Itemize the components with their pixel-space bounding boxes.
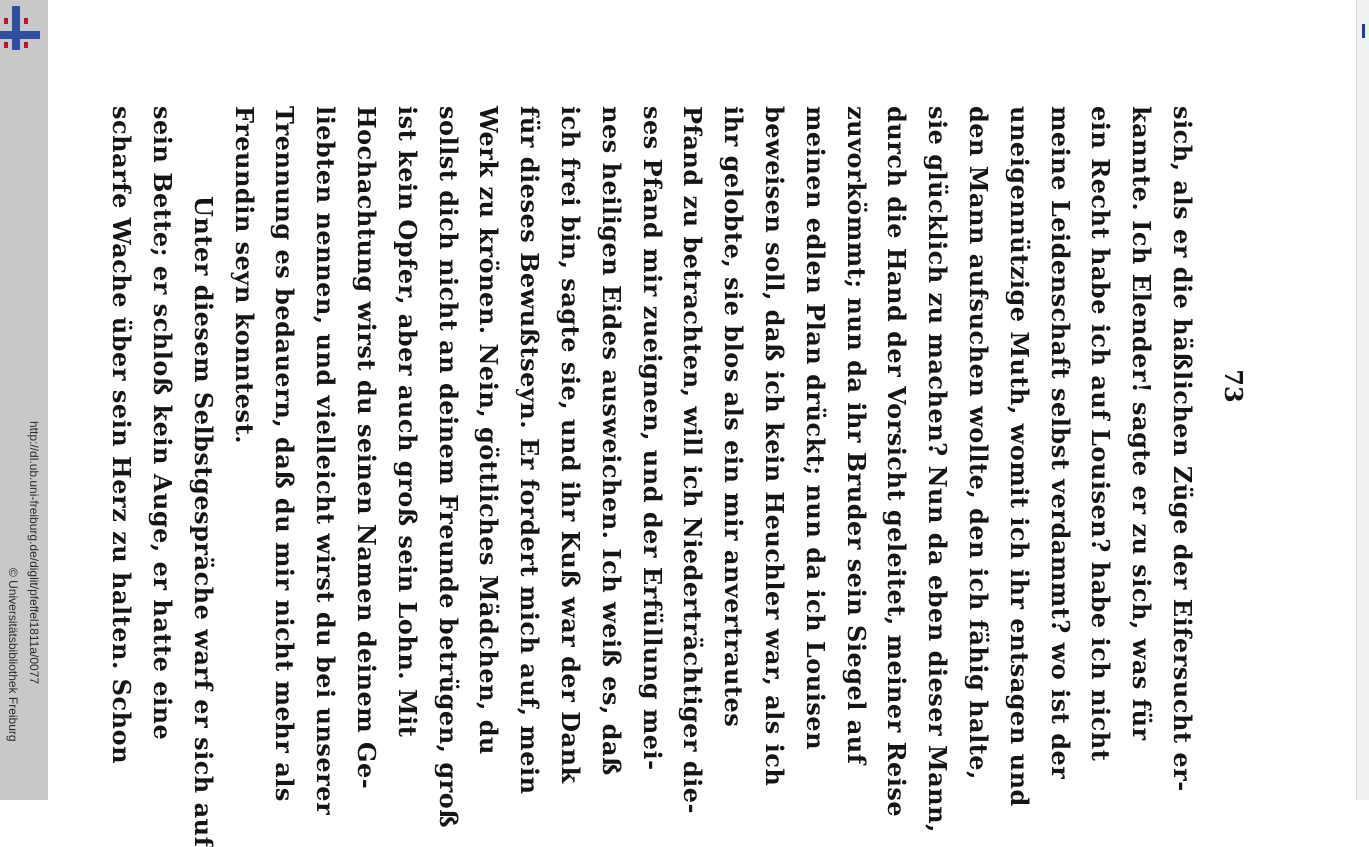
copyright-notice: © Universitätsbibliothek Freiburg	[6, 568, 20, 742]
text-line: ich frei bin, sagte sie, und ihr Kuß war der Dank	[556, 106, 585, 784]
text-line: ein Recht habe ich auf Louisen? habe ich nicht	[1086, 106, 1116, 762]
text-line: durch die Hand der Vorsicht geleitet, meiner Reise	[882, 106, 912, 818]
text-line: ihr gelobte, sie blos als ein mir anvertrautes	[719, 106, 749, 728]
text-line: nes heiligen Eides ausweichen. Ich weiß es, daß	[596, 106, 626, 776]
text-line: liebten nennen, und vielleicht wirst du bei unserer	[311, 106, 341, 816]
text-line: uneigennützige Muth, womit ich ihr entsagen und	[1004, 106, 1034, 807]
text-line: Werk zu krönen. Nein, göttliches Mädchen, du	[474, 106, 504, 755]
source-url-link[interactable]: http://dl.ub.uni-freiburg.de/diglit/pfeffel1811a/0077	[27, 421, 41, 685]
viewer-sidebar	[0, 0, 48, 800]
rotated-book-page	[107, 106, 1260, 847]
text-line: Freundin seyn konntest.	[229, 106, 259, 445]
text-line: Trennung es bedauern, daß du mir nicht mehr als	[270, 106, 300, 802]
right-scroll-edge[interactable]	[1356, 0, 1369, 800]
sidebar-caption	[0, 0, 48, 800]
page-marker-icon	[1362, 24, 1365, 38]
text-line: zuvorkömmt; nun da ihr Bruder sein Siegel auf	[841, 106, 871, 765]
text-line: ses Pfand mir zueignen, und der Erfüllung mei-	[637, 106, 667, 771]
text-line: Unter diesem Selbstgespräche warf er sich auf	[188, 196, 218, 847]
text-line: meinen edlen Plan drückt; nun da ich Louisen	[800, 106, 830, 751]
text-line: scharfe Wache über sein Herz zu halten. Schon	[107, 106, 137, 765]
text-line: Pfand zu betrachten, will ich Niederträchtiger die-	[678, 106, 708, 814]
text-line: meine Leidenschaft selbst verdammt? wo ist der	[1045, 106, 1075, 780]
text-line: den Mann aufsuchen wollte, den ich fähig halte,	[964, 106, 993, 780]
page-scan-viewport[interactable]	[48, 0, 1357, 847]
text-line: ist kein Opfer, aber auch groß sein Lohn. Mit	[392, 106, 422, 738]
text-line: beweisen soll, daß ich kein Heuchler war, als ich	[760, 106, 789, 787]
text-line: für dieses Bewußtseyn. Er fordert mich auf, mein	[515, 106, 545, 795]
text-line: sie glücklich zu machen? Nun da eben dieser Mann,	[923, 106, 953, 833]
text-line: sollst dich nicht an deinem Freunde betrügen, groß	[433, 106, 463, 829]
text-line: kannte. Ich Elender! sagte er zu sich, was für	[1127, 106, 1157, 741]
page-number: 73	[1219, 369, 1248, 403]
text-line: Hochachtung wirst du seinen Namen deinem Ge-	[352, 106, 381, 790]
text-line: sein Bette; er schloß kein Auge, er hatte eine	[148, 106, 177, 741]
text-line: sich, als er die häßlichen Züge der Eifersucht er-	[1168, 106, 1197, 792]
